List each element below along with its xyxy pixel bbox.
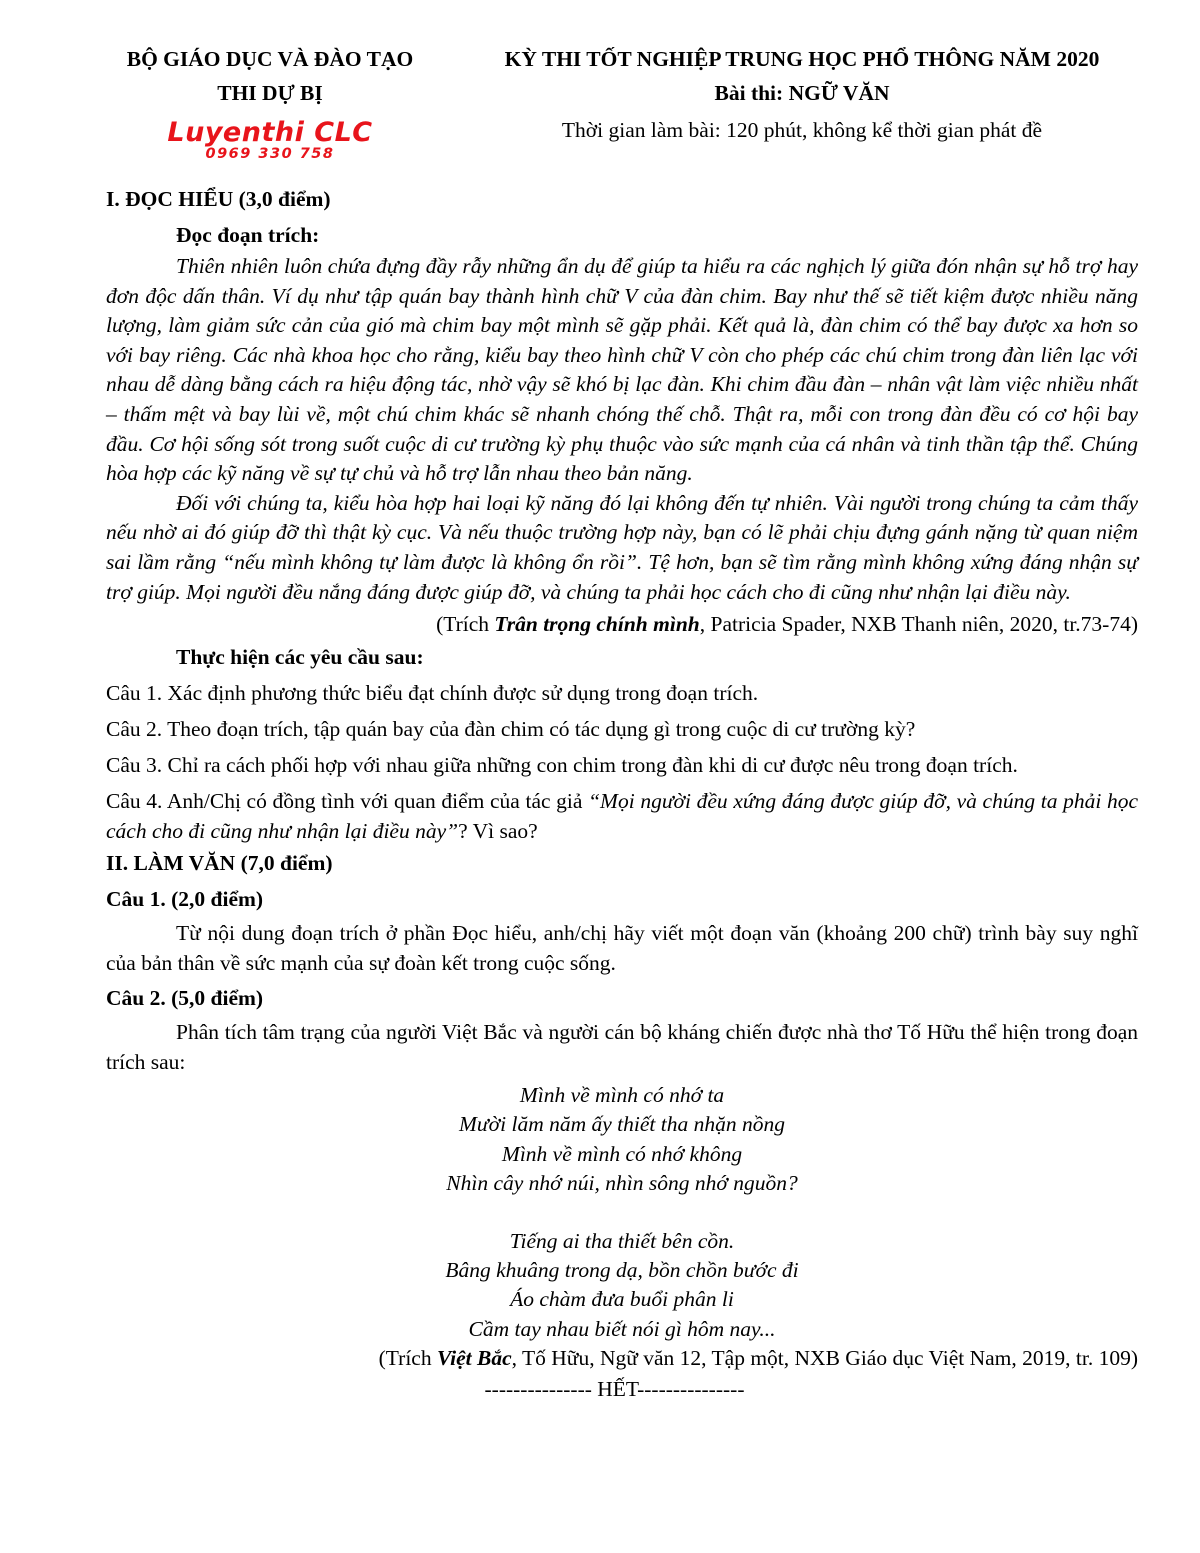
question-2: Câu 2. Theo đoạn trích, tập quán bay của đàn chim có tác dụng gì trong cuộc di cư trường kỳ? <box>106 717 916 742</box>
poem-line: Tiếng ai tha thiết bên cồn. <box>509 1228 735 1253</box>
essay-2-prompt: Phân tích tâm trạng của người Việt Bắc và người cán bộ kháng chiến được nhà thơ Tố Hữu thể hiện trong đoạn trích sau: <box>106 1020 1138 1075</box>
poem-line: Áo chàm đưa buổi phân li <box>510 1287 734 1312</box>
poem-line: Mình về mình có nhớ không <box>501 1141 743 1166</box>
citation-title: Trân trọng chính mình <box>494 612 700 637</box>
poem-citation-suffix: , Tố Hữu, Ngữ văn 12, Tập một, NXB Giáo dục Việt Nam, 2019, tr. 109) <box>511 1345 1138 1370</box>
essay-1-heading: Câu 1. (2,0 điểm) <box>106 887 264 912</box>
poem-citation-title: Việt Bắc <box>436 1345 512 1370</box>
poem-line: Cầm tay nhau biết nói gì hôm nay... <box>468 1316 776 1341</box>
passage-citation <box>106 608 1138 640</box>
ministry-name: BỘ GIÁO DỤC VÀ ĐÀO TẠO <box>126 47 414 71</box>
exam-body <box>106 184 1138 1404</box>
poem-line: Bâng khuâng trong dạ, bồn chồn bước đi <box>445 1258 799 1283</box>
poem-line: Mình về mình có nhớ ta <box>519 1083 725 1108</box>
poem-citation <box>106 1344 1138 1373</box>
exam-duration: Thời gian làm bài: 120 phút, không kể thời gian phát đề <box>561 118 1043 142</box>
part1-heading: I. ĐỌC HIỂU (3,0 điểm) <box>106 187 331 211</box>
essay-1-prompt: Từ nội dung đoạn trích ở phần Đọc hiểu, anh/chị hãy viết một đoạn văn (khoảng 200 chữ) trình bày suy nghĩ của bản thân về sức mạnh của sự đoàn kết trong cuộc sống. <box>106 921 1138 976</box>
exam-title: KỲ THI TỐT NGHIỆP TRUNG HỌC PHỔ THÔNG NĂM 2020 <box>504 47 1100 71</box>
logo-phone: 0969 330 758 <box>205 146 335 162</box>
logo-brand: Luyenthi CLC <box>167 117 373 148</box>
essay-2-heading: Câu 2. (5,0 điểm) <box>106 986 264 1011</box>
part2-heading: II. LÀM VĂN (7,0 điểm) <box>106 851 333 876</box>
passage-paragraph-1: Thiên nhiên luôn chứa đựng đầy rẫy những ẩn dụ để giúp ta hiểu ra các nghịch lý giữa đón nhận sự hỗ trợ hay đơn độc dấn thân. Ví dụ như tập quán bay thành hình chữ V của đàn chim. Bay như thế sẽ tiết kiệm được nhiều năng lượng, làm giảm sức cản của gió mà chim bay một mình sẽ gặp phải. Kết quả là, đàn chim có thể bay được xa hơn so với bay riêng. Các nhà khoa học cho rằng, kiểu bay theo hình chữ V còn cho phép các chú chim trong đàn liên lạc với nhau dễ dàng bằng cách ra hiệu động tác, nhờ vậy sẽ khó bị lạc đàn. Khi chim đầu đàn – nhân vật làm việc nhiều nhất – thấm mệt và bay lùi về, một chú chim khác sẽ nhanh chóng thế chỗ. Thật ra, mỗi con trong đàn đều có cơ hội bay đầu. Cơ hội sống sót trong suốt cuộc di cư trường kỳ phụ thuộc vào sức mạnh của cá nhân và tinh thần tập thể. Chúng hòa hợp các kỹ năng về sự tự chủ và hỗ trợ lẫn nhau theo bản năng. <box>106 254 1138 486</box>
poem-stanza-2 <box>106 1227 1138 1344</box>
passage-paragraph-2: Đối với chúng ta, kiểu hòa hợp hai loại kỹ năng đó lại không đến tự nhiên. Vài người trong chúng ta cảm thấy nếu nhờ ai đó giúp đỡ thì thật kỳ cục. Và nếu thuộc trường hợp này, bạn có lẽ phải chịu đựng gánh nặng từ quan niệm sai lầm rằng “nếu mình không tự làm được là không ổn rồi”. Tệ hơn, bạn sẽ tìm rằng mình không xứng đáng nhận sự trợ giúp. Mọi người đều nắng đáng được giúp đỡ, và chúng ta phải học cách cho đi cũng như nhận lại điều này. <box>106 490 1138 604</box>
read-label: Đọc đoạn trích: <box>176 223 320 247</box>
question-4-suffix: ? Vì sao? <box>458 819 538 844</box>
header-right <box>452 44 1152 148</box>
poem-citation-prefix: (Trích <box>378 1345 437 1370</box>
poem-line: Nhìn cây nhớ núi, nhìn sông nhớ nguồn? <box>446 1170 798 1195</box>
exam-type: THI DỰ BỊ <box>217 81 323 105</box>
question-4-quote: “Mọi người đều xứng đáng được giúp đỡ, và chúng ta phải học cách cho đi cũng như nhận lại điều này” <box>106 789 1138 844</box>
header-left <box>100 44 440 112</box>
question-4 <box>106 786 1138 846</box>
question-3: Câu 3. Chỉ ra cách phối hợp với nhau giữa những con chim trong đàn khi di cư được nêu trong đoạn trích. <box>106 753 1018 778</box>
citation-suffix: , Patricia Spader, NXB Thanh niên, 2020, tr.73-74) <box>699 612 1138 637</box>
question-4-prefix: Câu 4. Anh/Chị có đồng tình với quan điểm của tác giả <box>106 789 589 814</box>
poem-stanza-1 <box>106 1081 1138 1198</box>
citation-prefix: (Trích <box>436 612 495 637</box>
question-1: Câu 1. Xác định phương thức biểu đạt chính được sử dụng trong đoạn trích. <box>106 681 759 706</box>
tasks-label: Thực hiện các yêu cầu sau: <box>176 645 424 670</box>
end-mark: --------------- HẾT--------------- <box>484 1376 745 1401</box>
luyenthi-logo <box>160 119 380 165</box>
exam-subject: Bài thi: NGỮ VĂN <box>714 81 890 105</box>
poem-line: Mười lăm năm ấy thiết tha nhặn nồng <box>459 1112 785 1137</box>
